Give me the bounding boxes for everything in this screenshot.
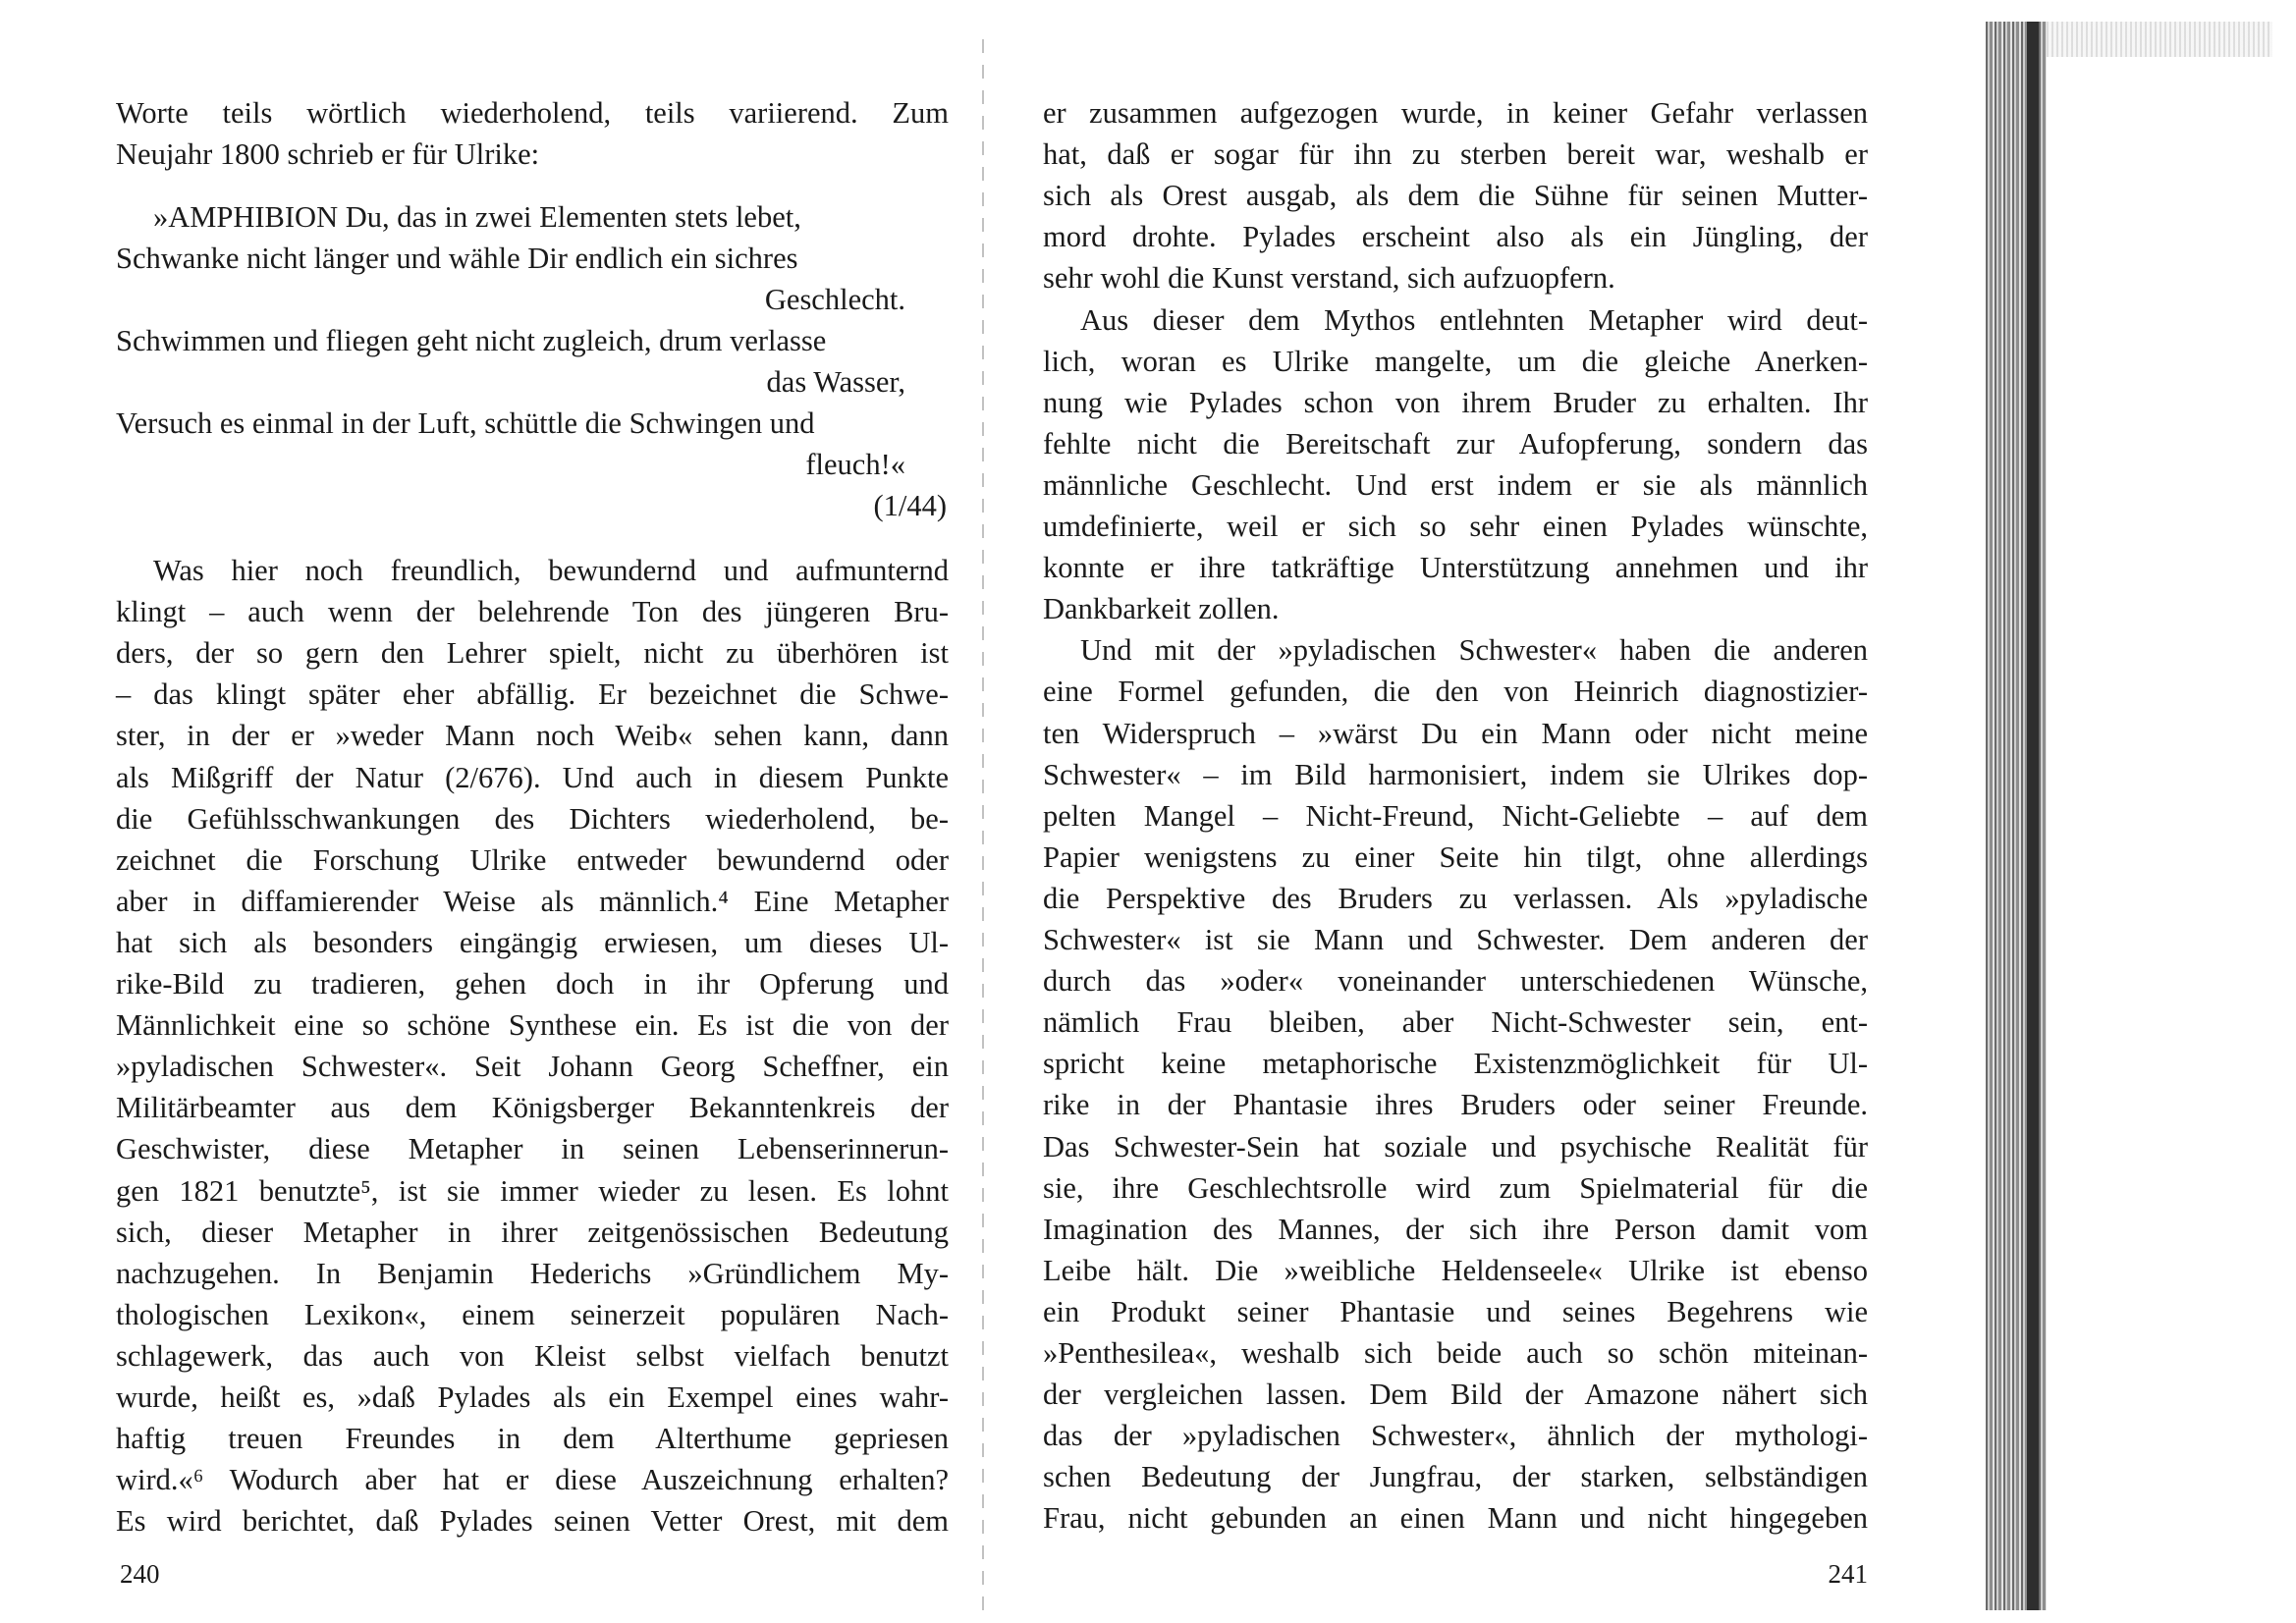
text-line: nung wie Pylades schon von ihrem Bruder zu erhalten. Ihr [1043, 385, 1868, 419]
verse-line: Schwimmen und fliegen geht nicht zugleich, drum verlasse [116, 324, 827, 357]
text-line: gen 1821 benutzte⁵, ist sie immer wieder zu lesen. Es lohnt [116, 1173, 949, 1208]
text-line: ster, in der er »weder Mann noch Weib« sehen kann, dann [116, 719, 949, 753]
text-line: nachzugehen. In Benjamin Hederichs »Gründlichem My- [116, 1256, 949, 1290]
text-line: eine Formel gefunden, die den von Heinrich diagnostizier- [1043, 675, 1868, 709]
text-line: die Perspektive des Bruders zu verlassen. Als »pyladische [1043, 881, 1868, 915]
text-line: Neujahr 1800 schrieb er für Ulrike: [116, 137, 540, 171]
text-line: rike in der Phantasie ihres Bruders oder seiner Freunde. [1043, 1088, 1868, 1122]
text-line: sich als Orest ausgab, als dem die Sühne für seinen Mutter- [1043, 179, 1868, 213]
text-line: als Mißgriff der Natur (2/676). Und auch in diesem Punkte [116, 760, 949, 794]
text-line: ten Widerspruch – »wärst Du ein Mann oder nicht meine [1043, 716, 1868, 750]
text-line: hat sich als besonders eingängig erwiesen, um dieses Ul- [116, 925, 949, 959]
text-line: schen Bedeutung der Jungfrau, der starken, selbständigen [1043, 1460, 1868, 1494]
text-line: die Gefühlsschwankungen des Dichters wiederholend, be- [116, 801, 949, 836]
verse-line: »AMPHIBION Du, das in zwei Elementen stets lebet, [153, 200, 801, 234]
verse-line: Versuch es einmal in der Luft, schüttle die Schwingen und [116, 406, 815, 440]
text-line: mord drohte. Pylades erscheint also als ein Jüngling, der [1043, 220, 1868, 254]
text-line: wird.«⁶ Wodurch aber hat er diese Auszeichnung erhalten? [116, 1463, 949, 1497]
text-line: durch das »oder« voneinander unterschiedenen Wünsche, [1043, 964, 1868, 999]
text-line: klingt – auch wenn der belehrende Ton des jüngeren Bru- [116, 595, 949, 629]
text-line: sich, dieser Metapher in ihrer zeitgenössischen Bedeutung [116, 1215, 949, 1249]
text-line: er zusammen aufgezogen wurde, in keiner Gefahr verlassen [1043, 96, 1868, 130]
text-line: Das Schwester-Sein hat soziale und psychische Realität für [1043, 1129, 1868, 1163]
text-line: fehlte nicht die Bereitschaft zur Aufopferung, sondern das [1043, 426, 1868, 460]
text-line: lich, woran es Ulrike mangelte, um die gleiche Anerken- [1043, 344, 1868, 378]
text-line: Männlichkeit eine so schöne Synthese ein. Es ist die von der [116, 1008, 949, 1043]
text-line: thologischen Lexikon«, einem seinerzeit populären Nach- [116, 1297, 949, 1331]
page-number: 240 [120, 1559, 160, 1589]
text-line: Schwester« ist sie Mann und Schwester. Dem anderen der [1043, 923, 1868, 956]
text-line: hat, daß er sogar für ihn zu sterben bereit war, weshalb er [1043, 137, 1868, 172]
text-line: aber in diffamierender Weise als männlich.⁴ Eine Metapher [116, 884, 949, 918]
text-line: sie, ihre Geschlechtsrolle wird zum Spielmaterial für die [1043, 1170, 1868, 1205]
text-line: Schwester« – im Bild harmonisiert, indem sie Ulrikes dop- [1043, 757, 1868, 791]
text-line: ders, der so gern den Lehrer spielt, nicht zu überhören ist [116, 636, 949, 671]
text-line: – das klingt später eher abfällig. Er bezeichnet die Schwe- [116, 677, 949, 712]
page-number: 241 [1828, 1559, 1868, 1589]
text-line: Leibe hält. Die »weibliche Heldenseele« Ulrike ist ebenso [1043, 1253, 1868, 1287]
text-line: Worte teils wörtlich wiederholend, teils variierend. Zum [116, 96, 949, 130]
text-line: Geschwister, diese Metapher in seinen Lebenserinnerun- [116, 1132, 949, 1166]
text-line: »Penthesilea«, weshalb sich beide auch so schön miteinan- [1043, 1336, 1868, 1370]
text-line: Militärbeamter aus dem Königsberger Bekanntenkreis der [116, 1091, 949, 1125]
text-line: Was hier noch freundlich, bewundernd und aufmunternd [153, 554, 949, 587]
book-spine-shadow [2027, 22, 2039, 1610]
text-line: rike-Bild zu tradieren, gehen doch in ihr Opferung und [116, 967, 949, 1001]
text-line: männliche Geschlecht. Und erst indem er sie als männlich [1043, 467, 1868, 502]
text-line: pelten Mangel – Nicht-Freund, Nicht-Geliebte – auf dem [1043, 798, 1868, 833]
verse-turnover: das Wasser, [766, 365, 905, 399]
scan-edge-noise [2047, 22, 2272, 57]
verse-turnover: fleuch!« [805, 448, 905, 481]
text-line: das der »pyladischen Schwester«, ähnlich der mythologi- [1043, 1419, 1868, 1453]
text-line: konnte er ihre tatkräftige Unterstützung annehmen und ihr [1043, 551, 1868, 585]
verse-line: Schwanke nicht länger und wähle Dir endlich ein sichres [116, 242, 798, 275]
text-line: Und mit der »pyladischen Schwester« haben die anderen [1080, 633, 1868, 668]
text-line: zeichnet die Forschung Ulrike entweder bewundernd oder [116, 842, 949, 877]
text-line: spricht keine metaphorische Existenzmöglichkeit für Ul- [1043, 1047, 1868, 1081]
text-line: umdefinierte, weil er sich so sehr einen Pylades wünschte, [1043, 510, 1868, 543]
text-line: Aus dieser dem Mythos entlehnten Metapher wird deut- [1080, 302, 1868, 337]
text-line: »pyladischen Schwester«. Seit Johann Georg Scheffner, ein [116, 1050, 949, 1084]
text-line: ein Produkt seiner Phantasie und seines Begehrens wie [1043, 1294, 1868, 1328]
text-line: nämlich Frau bleiben, aber Nicht-Schwester sein, ent- [1043, 1005, 1868, 1040]
text-line: haftig treuen Freundes in dem Alterthume gepriesen [116, 1422, 949, 1456]
text-line: wurde, heißt es, »daß Pylades als ein Exempel eines wahr- [116, 1380, 949, 1414]
text-line: Dankbarkeit zollen. [1043, 592, 1280, 626]
verse-citation: (1/44) [873, 489, 947, 522]
text-line: Imagination des Mannes, der sich ihre Person damit vom [1043, 1212, 1868, 1246]
text-line: Frau, nicht gebunden an einen Mann und nicht hingegeben [1043, 1501, 1868, 1536]
text-line: Es wird berichtet, daß Pylades seinen Vetter Orest, mit dem [116, 1504, 949, 1539]
text-line: der vergleichen lassen. Dem Bild der Amazone nähert sich [1043, 1378, 1868, 1412]
text-line: sehr wohl die Kunst verstand, sich aufzuopfern. [1043, 261, 1615, 296]
verse-turnover: Geschlecht. [764, 283, 905, 316]
book-gutter [982, 39, 984, 1610]
text-line: Papier wenigstens zu einer Seite hin tilgt, ohne allerdings [1043, 839, 1868, 874]
text-line: schlagewerk, das auch von Kleist selbst vielfach benutzt [116, 1338, 949, 1373]
